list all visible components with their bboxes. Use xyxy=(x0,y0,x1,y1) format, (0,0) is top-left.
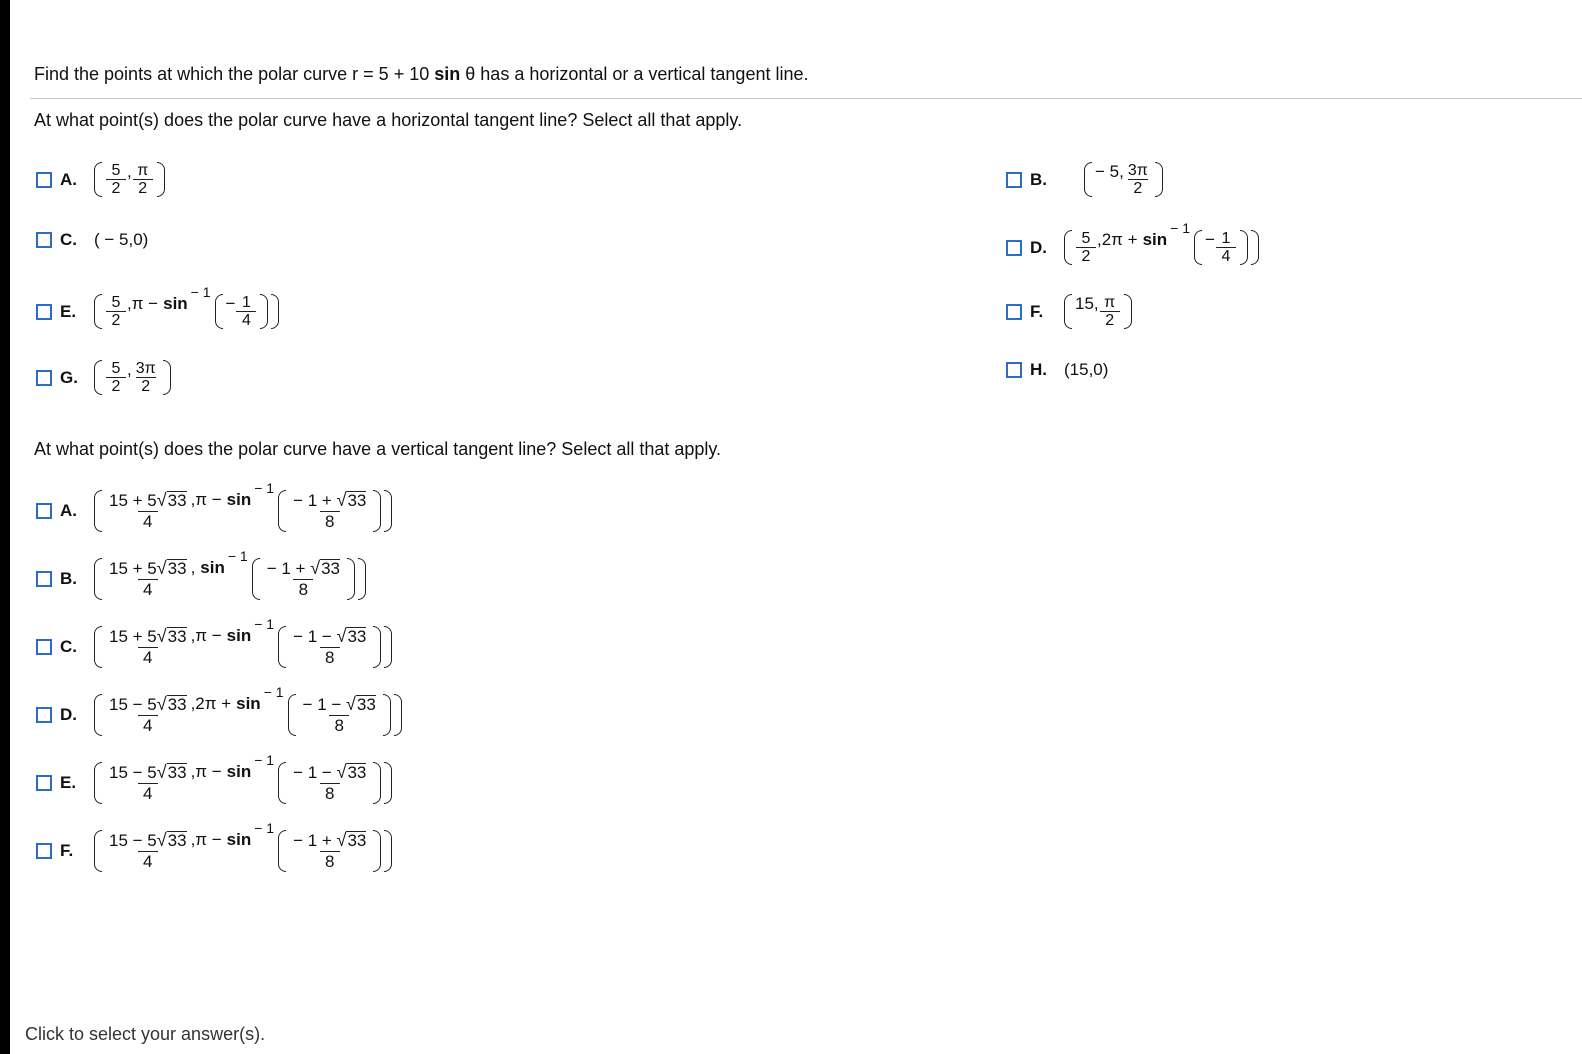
horizontal-prompt: At what point(s) does the polar curve have a horizontal tangent line? Select all that apply. xyxy=(34,110,743,130)
v-option-a[interactable] xyxy=(36,480,392,532)
h-option-f-label: F. xyxy=(1030,301,1044,321)
v-option-e-label: E. xyxy=(60,773,77,792)
h-option-c[interactable] xyxy=(36,230,148,250)
h-option-d-label: D. xyxy=(1030,237,1047,257)
v-option-b-expression: 15 + 5 √ 33 4 , sin − 1 − 1 + √ 33 8 xyxy=(94,558,366,600)
question-page xyxy=(10,0,1582,1054)
v-option-a-checkbox[interactable] xyxy=(36,503,52,519)
v-option-e-checkbox[interactable] xyxy=(36,775,52,791)
h-option-b-label: B. xyxy=(1030,169,1047,189)
h-option-a-label: A. xyxy=(60,169,77,189)
v-option-c[interactable] xyxy=(36,616,392,668)
h-option-e-label: E. xyxy=(60,301,77,321)
h-option-h-label: H. xyxy=(1030,360,1047,379)
h-option-a-checkbox[interactable] xyxy=(36,172,52,188)
v-option-f-label: F. xyxy=(60,841,74,860)
v-option-a-label: A. xyxy=(60,501,77,520)
v-option-c-checkbox[interactable] xyxy=(36,639,52,655)
h-option-a-expression: $\frac{5}{2}$ , $\frac{\pi}{2}$ xyxy=(94,162,165,197)
v-option-e-expression: 15 − 5 √ 33 4 ,π − sin − 1 − 1 − √ 33 8 xyxy=(94,762,392,804)
h-option-c-label: C. xyxy=(60,230,77,249)
h-option-d-checkbox[interactable] xyxy=(1006,240,1022,256)
v-option-a-expression: 15 + 5 √ 33 4 ,π − sin − 1 − 1 + √ 33 8 xyxy=(94,490,392,532)
v-option-d-checkbox[interactable] xyxy=(36,707,52,723)
h-option-h-checkbox[interactable] xyxy=(1006,362,1022,378)
h-option-c-expression: ( − 5,0) xyxy=(94,230,149,249)
v-option-e[interactable] xyxy=(36,752,392,804)
h-option-f-expression: 15, $\frac{\pi}{2}$ xyxy=(1064,294,1132,329)
h-option-c-checkbox[interactable] xyxy=(36,232,52,248)
vertical-prompt: At what point(s) does the polar curve have a vertical tangent line? Select all that apply. xyxy=(34,439,722,459)
v-option-f-checkbox[interactable] xyxy=(36,843,52,859)
v-option-b-checkbox[interactable] xyxy=(36,571,52,587)
v-option-b-label: B. xyxy=(60,569,77,588)
v-option-b[interactable] xyxy=(36,548,366,600)
v-option-d-label: D. xyxy=(60,705,77,724)
h-option-g-label: G. xyxy=(60,367,78,387)
h-option-g[interactable] xyxy=(36,360,171,395)
h-option-g-expression: $\frac{5}{2}$ , $\frac{3\pi}{2}$ xyxy=(94,360,171,395)
h-option-b-checkbox[interactable] xyxy=(1006,172,1022,188)
v-option-d-expression: 15 − 5 √ 33 4 ,2π + sin − 1 − 1 − √ 33 8 xyxy=(94,694,402,736)
h-option-e-checkbox[interactable] xyxy=(36,304,52,320)
v-option-c-label: C. xyxy=(60,637,77,656)
h-option-g-checkbox[interactable] xyxy=(36,370,52,386)
h-option-e-expression: $\frac{5}{2}$ ,π − sin − 1 − $\frac{1}{4}$ xyxy=(94,294,279,329)
divider xyxy=(30,98,1582,99)
h-option-b[interactable] xyxy=(1006,162,1163,197)
v-option-c-expression: 15 + 5 √ 33 4 ,π − sin − 1 − 1 − √ 33 8 xyxy=(94,626,392,668)
h-option-b-expression: − 5, $\frac{3\pi}{2}$ xyxy=(1084,162,1163,197)
h-option-h[interactable] xyxy=(1006,360,1108,380)
h-option-d-expression: $\frac{5}{2}$ ,2π + sin − 1 − $\frac{1}{4}$ xyxy=(1064,230,1259,265)
question-text: Find the points at which the polar curve r = 5 + 10 sin θ has a horizontal or a vertical tangent line. xyxy=(34,64,809,84)
v-option-f-expression: 15 − 5 √ 33 4 ,π − sin − 1 − 1 + √ 33 8 xyxy=(94,830,392,872)
h-option-e[interactable] xyxy=(36,284,279,329)
h-option-a[interactable] xyxy=(36,162,165,197)
h-option-d[interactable] xyxy=(1006,220,1259,265)
h-option-f-checkbox[interactable] xyxy=(1006,304,1022,320)
h-option-h-expression: (15,0) xyxy=(1064,360,1109,379)
v-option-f[interactable] xyxy=(36,820,392,872)
footer-instruction: Click to select your answer(s). xyxy=(25,1024,266,1044)
h-option-f[interactable] xyxy=(1006,294,1132,329)
v-option-d[interactable] xyxy=(36,684,402,736)
